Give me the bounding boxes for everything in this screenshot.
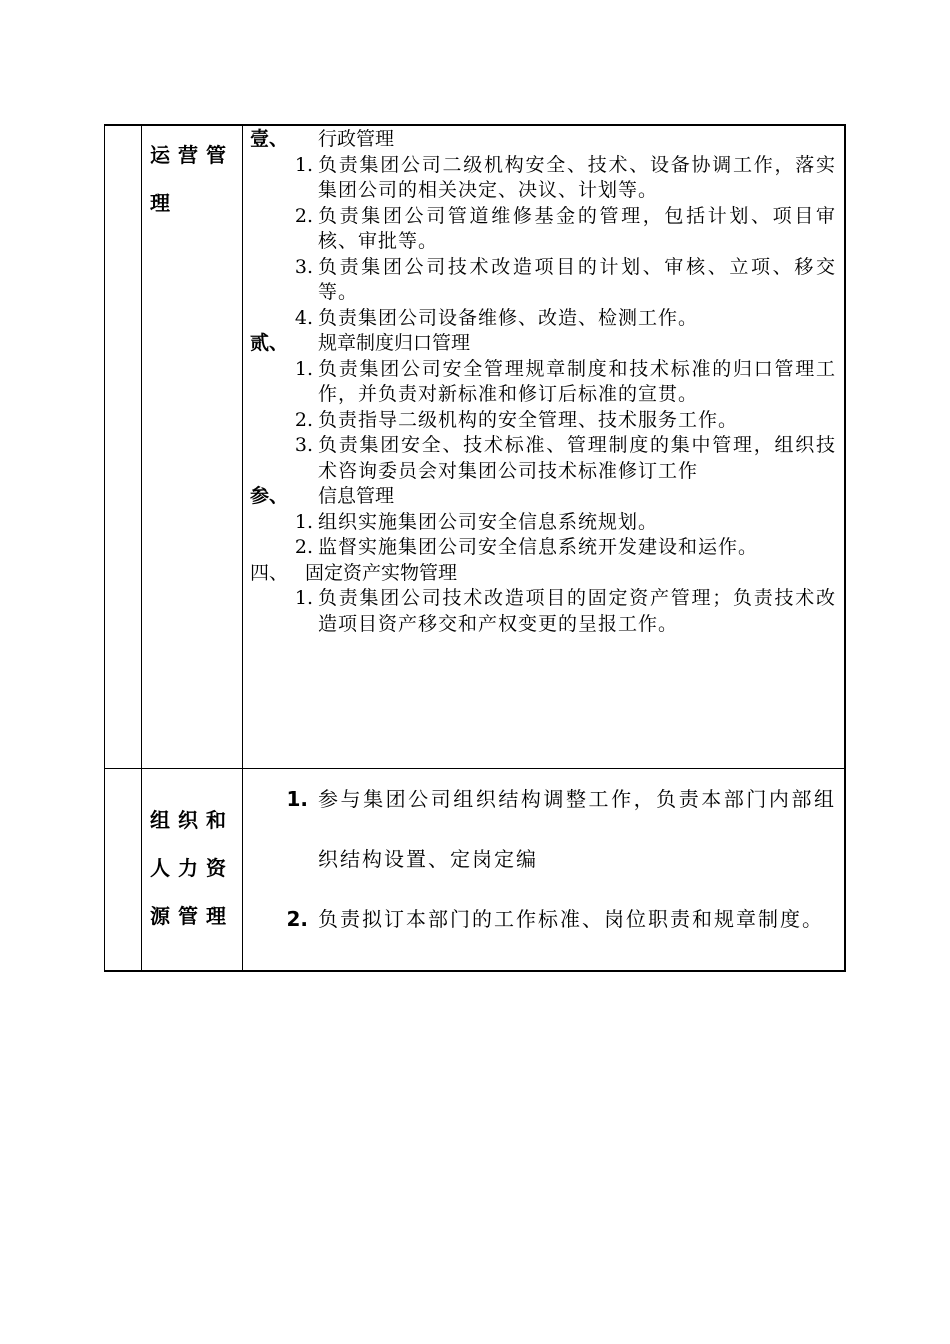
item-number: 1. — [294, 510, 313, 533]
section-heading — [250, 127, 836, 153]
list-item — [250, 255, 836, 306]
responsibility-table — [104, 124, 846, 972]
list-item — [250, 769, 836, 889]
list-item — [250, 306, 836, 332]
item-number: 1. — [294, 357, 313, 380]
item-number: 2. — [286, 907, 308, 931]
item-number: 2. — [294, 536, 313, 558]
category-cell — [142, 769, 243, 970]
list-item — [250, 586, 836, 637]
item-number: 1. — [294, 587, 313, 609]
item-text: 负责集团公司设备维修、改造、检测工作。 — [318, 306, 699, 329]
category-title: 运营管理 — [150, 143, 234, 215]
item-number: 2. — [294, 204, 313, 227]
category-cell — [142, 126, 243, 768]
section-title: 信息管理 — [318, 485, 395, 507]
list-item — [250, 535, 836, 561]
item-text: 负责集团公司安全管理规章制度和技术标准的归口管理工作，并负责对新标准和修订后标准的宣贯。 — [318, 357, 836, 405]
blank-cell — [105, 126, 142, 768]
item-text: 负责拟订本部门的工作标准、岗位职责和规章制度。 — [318, 907, 824, 931]
list-item — [250, 204, 836, 255]
list-item — [250, 408, 836, 434]
category-title: 组织和人力资源管理 — [150, 808, 234, 928]
item-number: 4. — [294, 306, 313, 329]
section-heading — [250, 484, 836, 510]
list-item — [250, 510, 836, 536]
section-heading — [250, 331, 836, 357]
content-cell — [243, 769, 844, 970]
section-number: 壹、 — [250, 128, 289, 150]
item-text: 监督实施集团公司安全信息系统开发建设和运作。 — [318, 536, 759, 558]
section-title: 规章制度归口管理 — [318, 332, 471, 354]
item-text: 参与集团公司组织结构调整工作，负责本部门内部组织结构设置、定岗定编 — [318, 787, 836, 871]
item-number: 3. — [294, 255, 313, 278]
list-item — [250, 153, 836, 204]
item-number: 2. — [294, 408, 313, 431]
list-item — [250, 433, 836, 484]
table-row — [105, 768, 844, 970]
item-text: 负责集团公司技术改造项目的计划、审核、立项、移交等。 — [318, 255, 836, 303]
blank-cell — [105, 769, 142, 970]
section-number: 四、 — [250, 561, 289, 584]
section-title: 固定资产实物管理 — [305, 561, 458, 584]
item-text: 负责集团公司管道维修基金的管理，包括计划、项目审核、审批等。 — [318, 204, 836, 252]
item-text: 负责集团公司技术改造项目的固定资产管理；负责技术改造项目资产移交和产权变更的呈报工作。 — [318, 587, 836, 635]
item-text: 组织实施集团公司安全信息系统规划。 — [318, 510, 659, 533]
content-cell — [243, 126, 844, 768]
table-row — [105, 126, 844, 768]
item-number: 1. — [294, 153, 313, 176]
list-item — [250, 357, 836, 408]
item-number: 3. — [294, 434, 313, 456]
item-text: 负责指导二级机构的安全管理、技术服务工作。 — [318, 408, 739, 431]
item-text: 负责集团安全、技术标准、管理制度的集中管理，组织技术咨询委员会对集团公司技术标准修订工作 — [318, 434, 836, 482]
item-text: 负责集团公司二级机构安全、技术、设备协调工作，落实集团公司的相关决定、决议、计划等。 — [318, 153, 836, 201]
section-title: 行政管理 — [318, 128, 395, 150]
list-item — [250, 889, 836, 949]
item-number: 1. — [286, 787, 308, 811]
section-number: 参、 — [250, 485, 289, 507]
section-heading — [250, 561, 836, 587]
section-number: 贰、 — [250, 332, 289, 354]
